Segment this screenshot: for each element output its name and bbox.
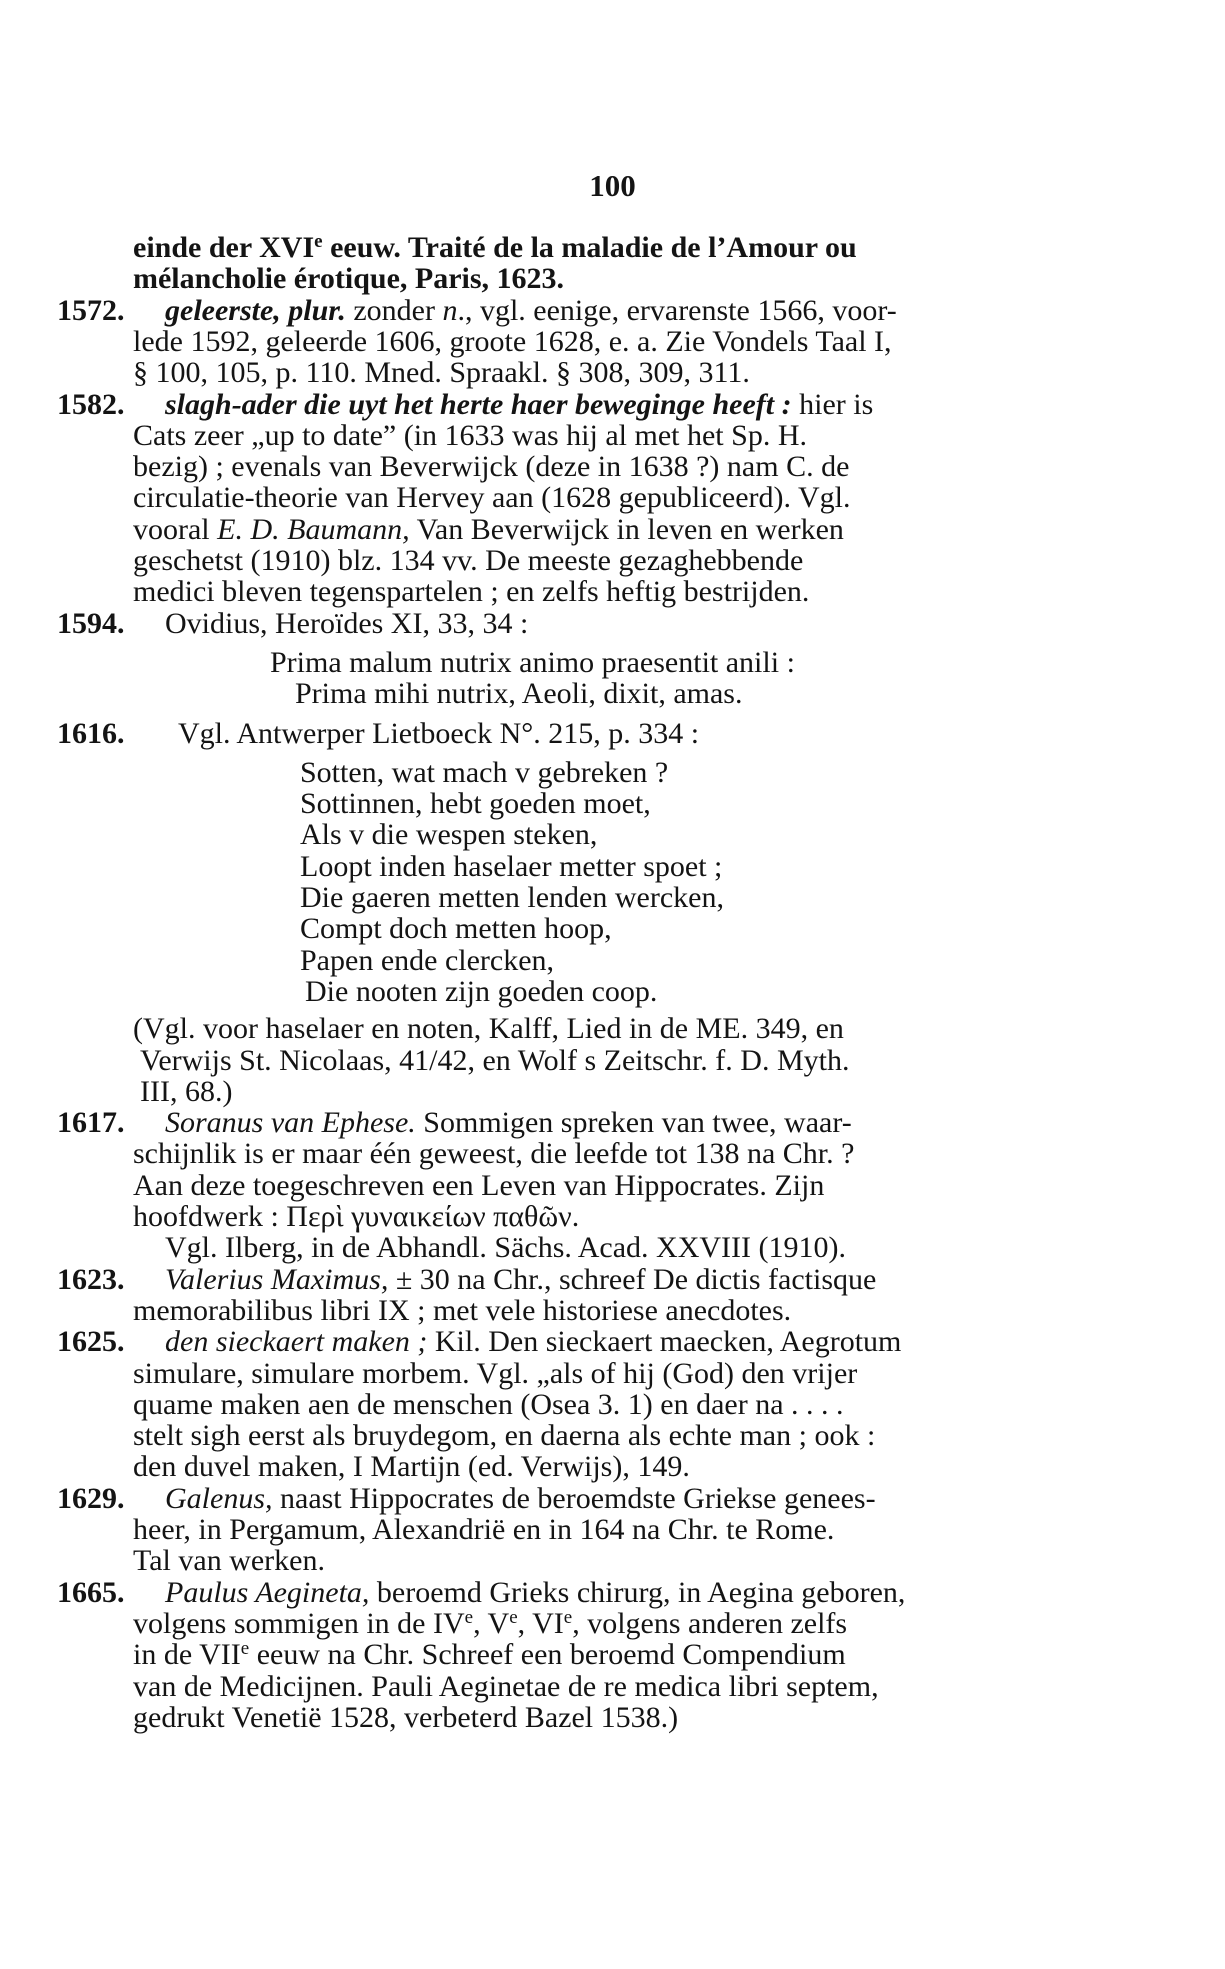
entry-line [133, 420, 807, 451]
note-line: III, 68.) [140, 1074, 233, 1108]
text-run: lede 1592, geleerde 1606, groote 1628, e. a. Zie Vondels Taal I, [133, 324, 892, 358]
verse-line: Prima mihi nutrix, Aeoli, dixit, amas. [295, 677, 743, 711]
entry-line [133, 1358, 857, 1389]
entry-line [133, 1545, 325, 1576]
text-run: e [509, 1606, 518, 1628]
text-run: § 100, 105, p. 110. Mned. Spraakl. § 308, 309, 311. [133, 356, 750, 390]
intro-line [133, 232, 857, 263]
text-run: in de VII [133, 1638, 241, 1672]
verse-line: Compt doch metten hoop, [300, 912, 612, 946]
intro-line [133, 263, 564, 294]
text-run: volgens sommigen in de IV [133, 1606, 465, 1640]
text-run: e [464, 1606, 474, 1628]
entry-line [133, 576, 809, 607]
entry-line [165, 389, 873, 420]
text-run: n [442, 293, 458, 327]
entry-line [133, 451, 849, 482]
entry-line [133, 1514, 834, 1545]
text-run: Van Beverwijck in leven en werken [409, 512, 844, 546]
entry-line [165, 1577, 905, 1608]
entry-line [165, 1264, 876, 1295]
text-run: den sieckaert maken ; [165, 1325, 428, 1359]
entry-line [133, 1671, 879, 1702]
verse-line: Als v die wespen steken, [300, 818, 598, 852]
entry-line [133, 1639, 846, 1670]
text-run: slagh-ader die uyt het herte haer beweginge heeft : [165, 387, 792, 421]
entry-line [165, 295, 897, 326]
text-run: medici bleven tegenspartelen ; en zelfs heftig bestrijden. [133, 575, 810, 609]
text-run: e [314, 231, 323, 252]
entry-line [165, 1107, 852, 1138]
text-run: einde der XVI [133, 231, 315, 264]
text-run: Ovidius, Heroïdes XI, 33, 34 : [165, 606, 529, 640]
text-run: Paulus Aegineta, [165, 1575, 370, 1609]
text-run: simulare, simulare morbem. Vgl. „als of hij (God) den vrijer [133, 1356, 858, 1390]
text-run: Tal van werken. [133, 1544, 325, 1578]
entry-year-number: 1665. [57, 1575, 125, 1609]
entry-line [133, 545, 803, 576]
text-run: Traité de la maladie de l’Amour ou [400, 231, 857, 264]
text-run: mélancholie érotique, Paris, 1623. [133, 262, 565, 296]
text-run: Kil. Den sieckaert maecken, Aegrotum [427, 1325, 902, 1359]
text-run: beroemd Grieks chirurg, in Aegina geboren, [369, 1575, 906, 1609]
note-line: (Vgl. voor haselaer en noten, Kalff, Lied in de ME. 349, en [133, 1012, 844, 1046]
text-run: geschetst (1910) blz. 134 vv. De meeste gezaghebbende [133, 544, 804, 577]
text-run: Vgl. Ilberg, in de Abhandl. Sächs. Acad. XXVIII (1910). [165, 1231, 846, 1265]
entry-line [165, 1483, 876, 1514]
verse-line: Sotten, wat mach v gebreken ? [300, 755, 669, 789]
entry-year-number: 1629. [57, 1481, 125, 1515]
note-line: Verwijs St. Nicolaas, 41/42, en Wolf s Zeitschr. f. D. Myth. [140, 1043, 850, 1077]
text-run: quame maken aen de menschen (Osea 3. 1) en daer na . . . . [133, 1387, 844, 1421]
entry-line [133, 1389, 844, 1420]
verse-line: Sottinnen, hebt goeden moet, [300, 787, 651, 821]
verse-line: Die nooten zijn goeden coop. [305, 974, 658, 1008]
text-run: e [240, 1638, 250, 1660]
text-run: , V [473, 1606, 510, 1640]
text-run: Sommigen spreken van twee, waar- [415, 1106, 852, 1140]
text-run: naast Hippocrates de beroemdste Griekse genees- [272, 1481, 876, 1515]
text-run: eeuw. [322, 231, 401, 264]
entry-year-number: 1616. [57, 716, 125, 750]
text-run: E. D. Baumann, [217, 512, 410, 546]
entry-line [133, 1295, 791, 1326]
entry-line [165, 1326, 901, 1357]
text-run: hoofdwerk : [133, 1200, 287, 1233]
entry-line [133, 326, 892, 357]
entry-line [133, 514, 844, 545]
text-run: e [563, 1606, 573, 1628]
entry-line [133, 1608, 847, 1639]
entry-line [133, 482, 850, 513]
entry-line [133, 357, 750, 388]
entry-line [133, 1420, 875, 1451]
entry-line [133, 1170, 824, 1201]
entry-line [165, 608, 528, 639]
entry-line [133, 1138, 854, 1169]
entry-line: Vgl. Antwerper Lietboeck N°. 215, p. 334 : [178, 716, 700, 750]
entry-line [133, 1702, 678, 1733]
text-run: Valerius Maximus, [165, 1262, 389, 1296]
entry-year-number: 1582. [57, 387, 125, 421]
text-run: van de Medicijnen. Pauli Aeginetae de re medica libri septem, [133, 1669, 879, 1703]
entry-line [165, 1232, 846, 1263]
text-run: hier is [791, 387, 874, 421]
text-run: Soranus van Ephese. [165, 1106, 416, 1140]
text-run: ± 30 na Chr., schreef De dictis factisque [388, 1262, 877, 1296]
text-run: memorabilibus libri IX ; met vele historiese anecdotes. [133, 1293, 792, 1327]
verse-line: Die gaeren metten lenden wercken, [300, 881, 724, 914]
verse-line: Loopt inden haselaer metter spoet ; [300, 849, 723, 883]
entry-year-number: 1625. [57, 1325, 125, 1359]
entry-line [133, 1201, 579, 1232]
text-run: Galenus, [165, 1481, 273, 1515]
text-run: eeuw na Chr. Schreef een beroemd Compendium [249, 1638, 846, 1672]
text-run: Περὶ γυναικείων παθῶν. [286, 1200, 580, 1233]
text-run: ., vgl. eenige, ervarenste 1566, voor- [457, 293, 897, 327]
verse-line: Papen ende clercken, [300, 943, 555, 977]
entry-year-number: 1594. [57, 606, 125, 640]
text-run: , VI [517, 1606, 564, 1640]
text-run: den duvel maken, I Martijn (ed. Verwijs), 149. [133, 1450, 690, 1484]
text-run: bezig) ; evenals van Beverwijck (deze in 1638 ?) nam C. de [133, 450, 850, 484]
text-run: gedrukt Venetië 1528, verbeterd Bazel 1538.) [133, 1700, 679, 1734]
text-run: schijnlik is er maar één geweest, die leefde tot 138 na Chr. ? [133, 1137, 855, 1171]
verse-line: Prima malum nutrix animo praesentit anili : [270, 645, 795, 679]
text-run: vooral [133, 512, 218, 546]
text-run: geleerste, plur. [165, 293, 346, 327]
page-number: 100 [589, 168, 636, 203]
entry-line [133, 1451, 690, 1482]
text-run: , volgens anderen zelfs [572, 1606, 848, 1640]
entry-year-number: 1572. [57, 293, 125, 327]
text-run: stelt sigh eerst als bruydegom, en daerna als echte man ; ook : [133, 1419, 876, 1453]
text-run: Cats zeer „up to date” (in 1633 was hij al met het Sp. H. [133, 418, 807, 452]
text-run: circulatie-theorie van Hervey aan (1628 gepubliceerd). Vgl. [133, 481, 851, 515]
text-run: zonder [345, 293, 443, 327]
text-run: heer, in Pergamum, Alexandrië en in 164 na Chr. te Rome. [133, 1513, 835, 1546]
entry-year-number: 1623. [57, 1262, 125, 1296]
entry-year-number: 1617. [57, 1106, 125, 1140]
text-run: Aan deze toegeschreven een Leven van Hippocrates. Zijn [133, 1168, 825, 1202]
